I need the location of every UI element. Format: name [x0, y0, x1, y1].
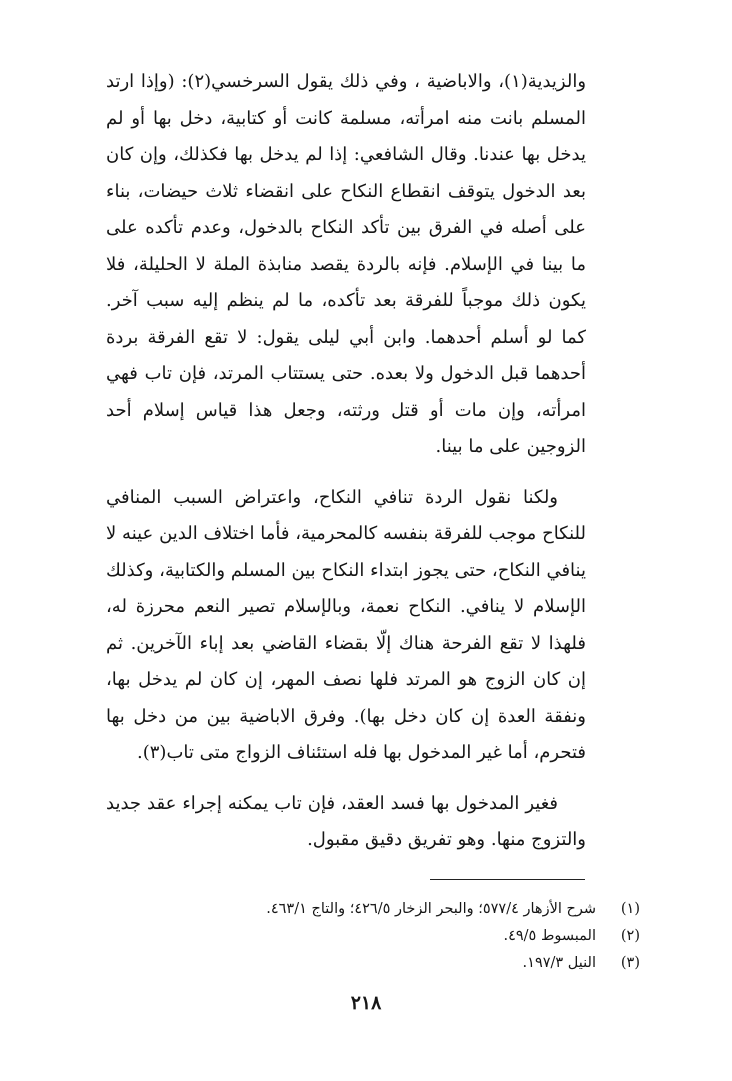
- text-line: المسلم بانت منه امرأته، مسلمة كانت أو كتابية، دخل بها أو لم يدخل: [106, 107, 586, 165]
- footnote-separator: [430, 879, 585, 880]
- footnote-text: النيل ١٩٧/٣.: [522, 955, 596, 971]
- footnote-2: [200, 923, 640, 950]
- main-text: [106, 64, 586, 859]
- text-line: جديد والتزوج منها. وهو تفريق دقيق مقبول.: [106, 792, 586, 850]
- footnote-3: [200, 950, 640, 977]
- text-line: له، فلهذا لا تقع الفرحة هناك إلّا بقضاء القاضي بعد إباء الآخرين.: [106, 596, 586, 654]
- text-line: موجباً للفرقة بعد تأكده، ما لم ينظم إليه سبب آخر. كما لو أسلم: [106, 290, 587, 348]
- paragraph-3: [106, 786, 586, 859]
- paragraph-1: [106, 64, 586, 466]
- footnote-number: (٣): [620, 955, 640, 971]
- page-number: ٢١٨: [350, 992, 382, 1014]
- text-line: والزيدية(١)، والاباضية ، وفي ذلك يقول السرخسي(٢): (وإذا ارتد: [106, 71, 587, 92]
- text-line: فتحرم، أما غير المدخول بها فله استئناف الزواج متى تاب(٣).: [137, 742, 586, 763]
- text-line: في الإسلام. فإنه بالردة يقصد منابذة الملة لا الحليلة، فلا يكون ذلك: [106, 253, 586, 311]
- footnotes: [200, 896, 640, 977]
- text-line: الدخول ولا بعده. حتى يستتاب المرتد، فإن تاب فهي امرأته، وإن: [106, 363, 586, 421]
- text-line: وكذلك الإسلام لا ينافي. النكاح نعمة، وبالإسلام تصير النعم محرزة: [106, 559, 586, 617]
- text-line: أحدهما. وابن أبي ليلى يقول: لا تقع الفرقة بردة أحدهما قبل: [106, 326, 586, 384]
- text-line: أصله في الفرق بين تأكد النكاح بالدخول، وعدم تأكده على ما بينا: [106, 217, 586, 275]
- footnote-text: شرح الأزهار ٥٧٧/٤؛ والبحر الزخار ٤٢٦/٥؛ والتاج ٤٦٣/١.: [266, 901, 596, 917]
- paragraph-2: [106, 480, 586, 772]
- footnote-text: المبسوط ٤٩/٥.: [503, 928, 596, 944]
- text-line: للنكاح موجب للفرقة بنفسه كالمحرمية، فأما اختلاف الدين عينه: [122, 523, 586, 544]
- text-line: فغير المدخول بها فسد العقد، فإن تاب يمكنه إجراء عقد: [147, 792, 558, 814]
- text-line: مات أو قتل ورثته، وجعل هذا قياس إسلام أحد الزوجين على ما بينا.: [106, 399, 586, 457]
- text-line: ثم إن كان الزوج هو المرتد فلها نصف المهر، إن كان لم يدخل بها،: [106, 632, 586, 690]
- footnote-number: (١): [620, 901, 640, 917]
- footnote-1: [200, 896, 640, 923]
- text-line: بها عندنا. وقال الشافعي: إذا لم يدخل بها فكذلك، وإن كان بعد: [106, 144, 586, 202]
- text-line: الدخول يتوقف انقطاع النكاح على انقضاء ثلاث حيضات، بناء على: [106, 180, 586, 238]
- text-line: لا ينافي النكاح، حتى يجوز ابتداء النكاح بين المسلم والكتابية،: [106, 523, 586, 581]
- footnote-number: (٢): [620, 928, 640, 944]
- text-line: ولكنا نقول الردة تنافي النكاح، واعتراض السبب المنافي: [106, 486, 558, 508]
- text-line: ونفقة العدة إن كان دخل بها). وفرق الاباضية بين من دخل بها: [106, 705, 586, 727]
